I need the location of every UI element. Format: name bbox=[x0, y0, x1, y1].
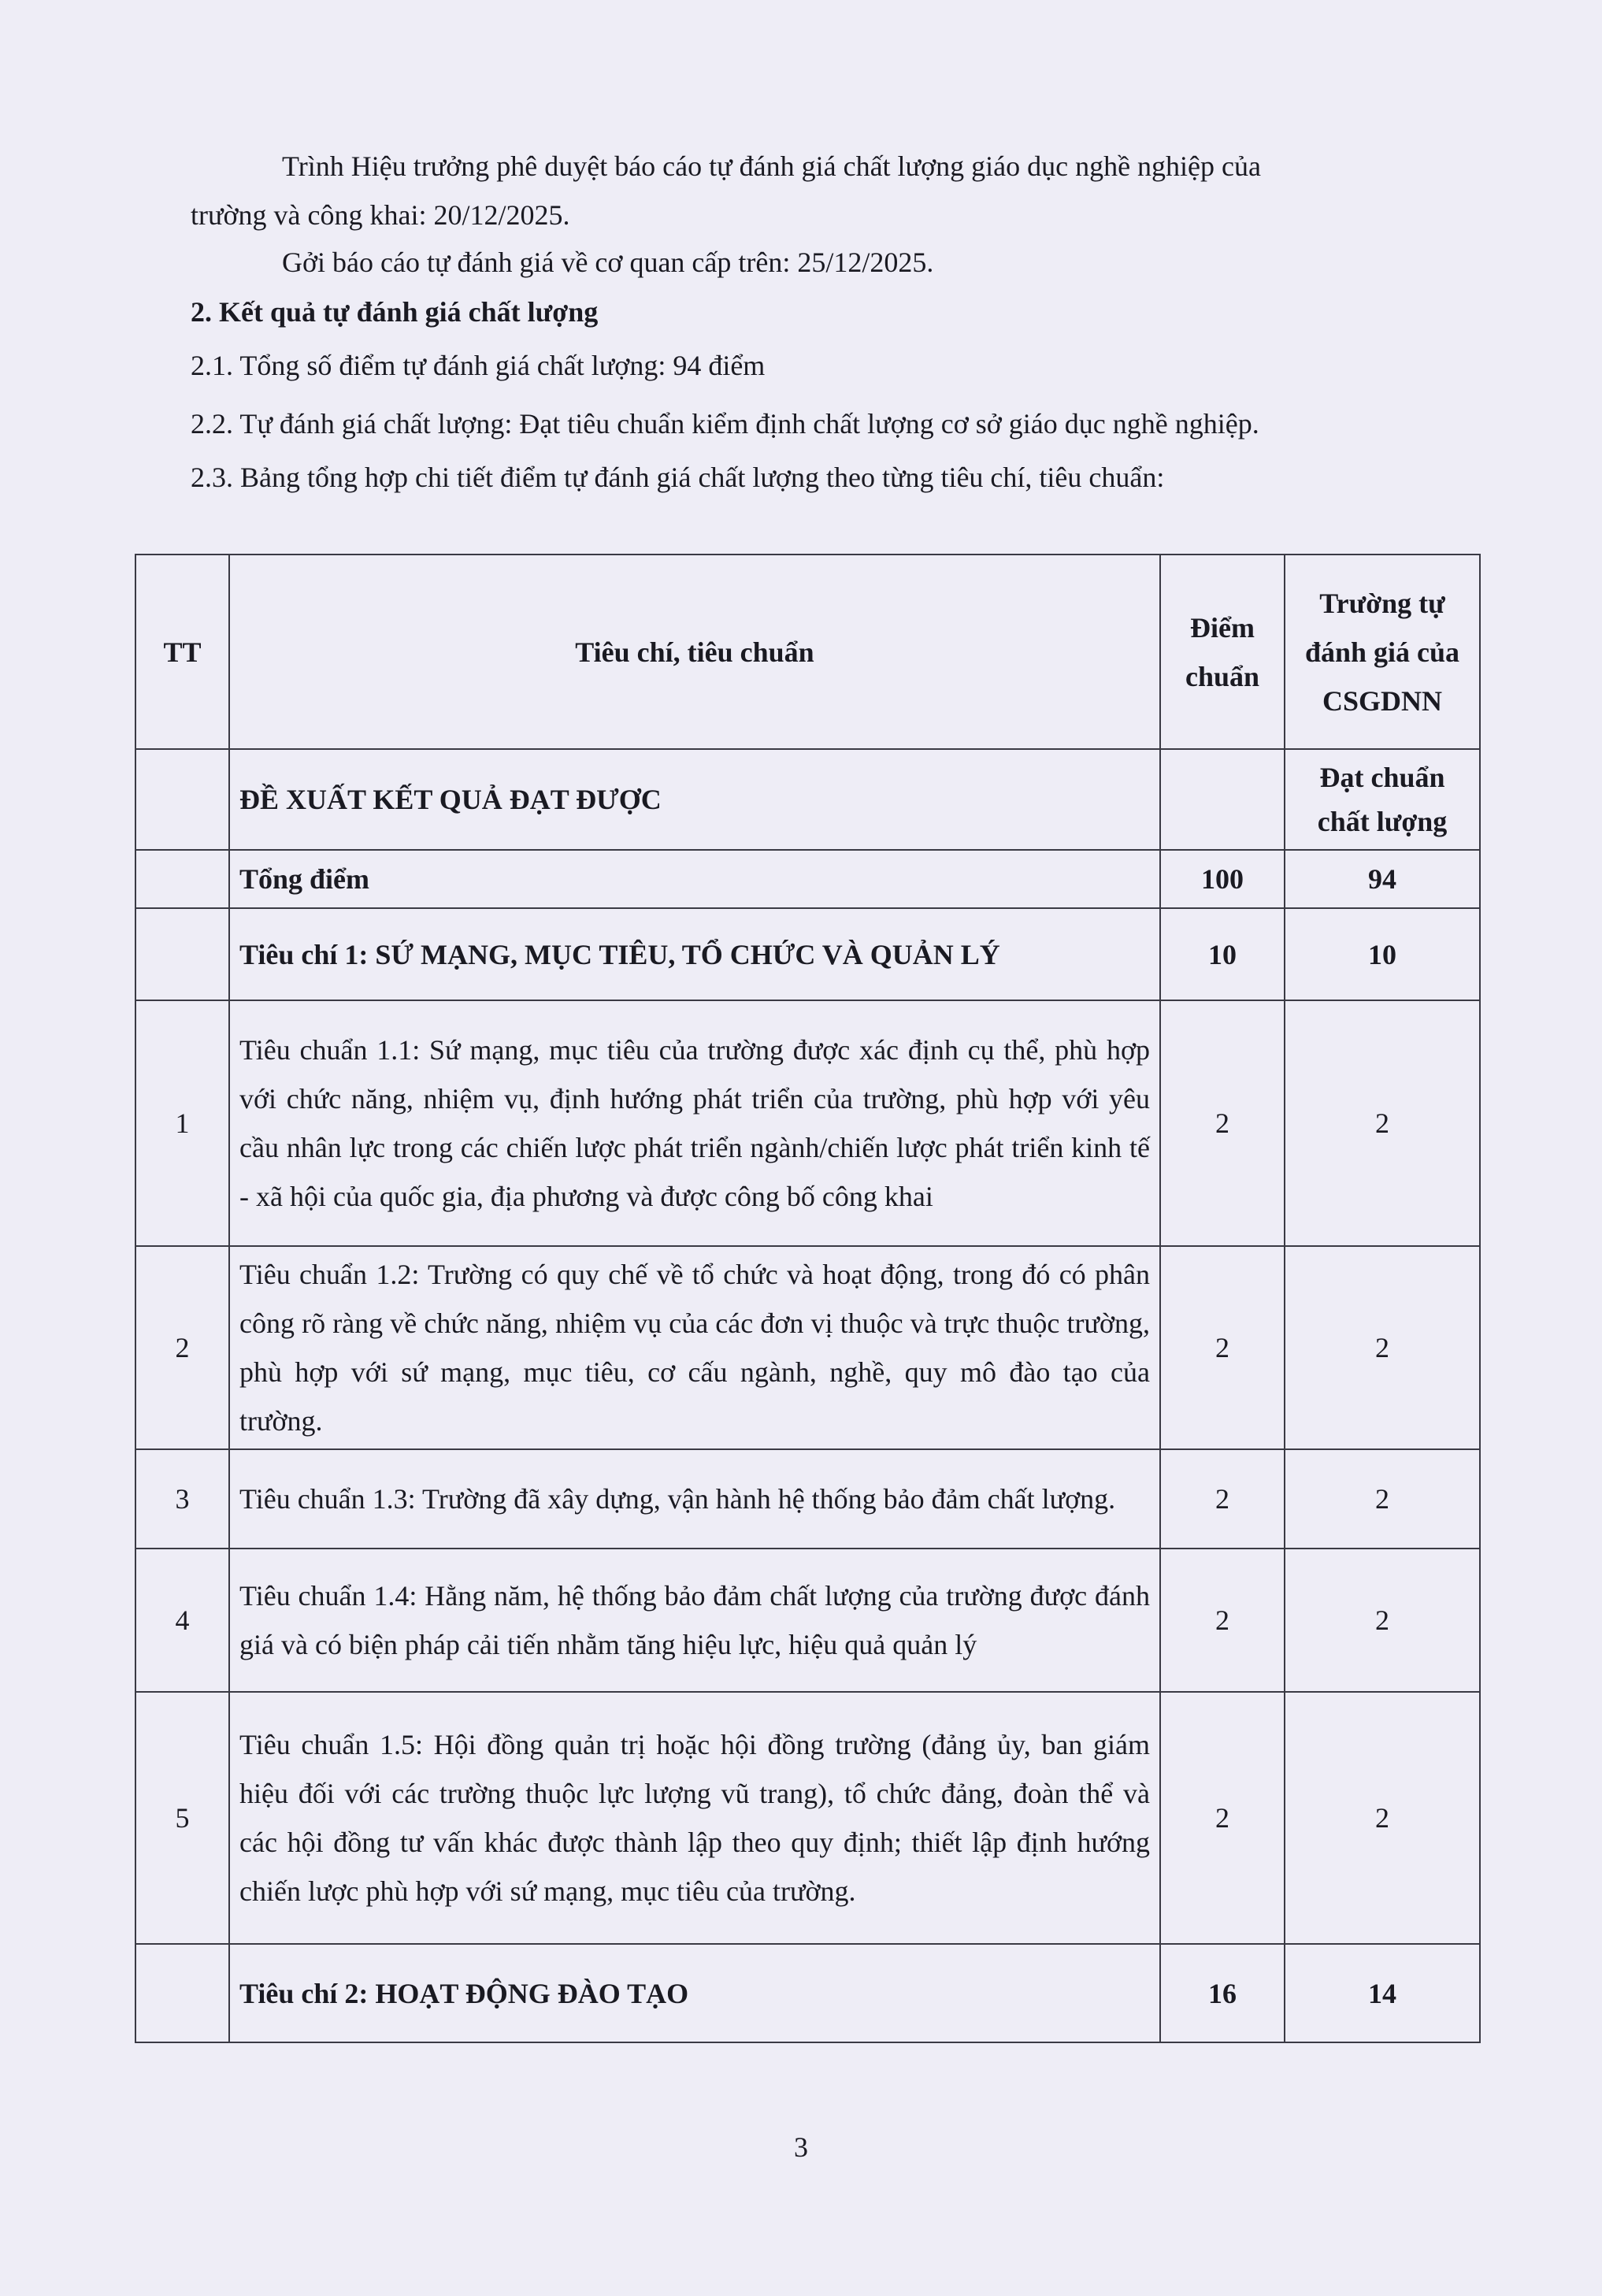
criterion-1-label: Tiêu chí 1: SỨ MẠNG, MỤC TIÊU, TỔ CHỨC VÀ QUẢN LÝ bbox=[229, 908, 1160, 1000]
row-text: Tiêu chuẩn 1.1: Sứ mạng, mục tiêu của trường được xác định cụ thể, phù hợp với chức năng, nhiệm vụ, định hướng phát triển của trường, phù hợp với yêu cầu nhân lực trong các chiến lược phát triển ngành/chiến lược phát triển kinh tế - xã hội của quốc gia, địa phương và được công bố công khai bbox=[229, 1000, 1160, 1246]
header-self-score: Trường tự đánh giá của CSGDNN bbox=[1285, 555, 1480, 749]
approval-paragraph-line1: Trình Hiệu trưởng phê duyệt báo cáo tự đánh giá chất lượng giáo dục nghề nghiệp của bbox=[282, 150, 1261, 182]
row-score: 2 bbox=[1285, 1449, 1480, 1549]
assessment-paragraph: 2.2. Tự đánh giá chất lượng: Đạt tiêu chuẩn kiểm định chất lượng cơ sở giáo dục nghề nghiệp. bbox=[191, 408, 1259, 440]
criterion-2-max: 16 bbox=[1160, 1944, 1285, 2042]
table-row bbox=[135, 1449, 1480, 1549]
row-score: 2 bbox=[1285, 1246, 1480, 1449]
total-label: Tổng điểm bbox=[229, 850, 1160, 908]
criterion-2-row bbox=[135, 1944, 1480, 2042]
header-criteria: Tiêu chí, tiêu chuẩn bbox=[229, 555, 1160, 749]
row-max: 2 bbox=[1160, 1246, 1285, 1449]
row-max: 2 bbox=[1160, 1549, 1285, 1692]
total-max: 100 bbox=[1160, 850, 1285, 908]
row-score: 2 bbox=[1285, 1000, 1480, 1246]
row-text: Tiêu chuẩn 1.2: Trường có quy chế về tổ chức và hoạt động, trong đó có phân công rõ ràng về chức năng, nhiệm vụ của các đơn vị thuộc và trực thuộc trường, phù hợp với sứ mạng, mục tiêu, cơ cấu ngành, nghề, quy mô đào tạo của trường. bbox=[229, 1246, 1160, 1449]
row-max: 2 bbox=[1160, 1692, 1285, 1944]
section-heading: 2. Kết quả tự đánh giá chất lượng bbox=[191, 296, 599, 328]
row-text: Tiêu chuẩn 1.5: Hội đồng quản trị hoặc hội đồng trường (đảng ủy, ban giám hiệu đối với các trường thuộc lực lượng vũ trang), tổ chức đảng, đoàn thể và các hội đồng tư vấn khác được thành lập theo quy định; thiết lập định hướng chiến lược phù hợp với sứ mạng, mục tiêu của trường. bbox=[229, 1692, 1160, 1944]
row-tt: 2 bbox=[135, 1246, 229, 1449]
criterion-1-row bbox=[135, 908, 1480, 1000]
assessment-table bbox=[135, 554, 1481, 2043]
total-row bbox=[135, 850, 1480, 908]
table-row bbox=[135, 1692, 1480, 1944]
row-tt: 1 bbox=[135, 1000, 229, 1246]
row-text: Tiêu chuẩn 1.3: Trường đã xây dựng, vận hành hệ thống bảo đảm chất lượng. bbox=[229, 1449, 1160, 1549]
row-text: Tiêu chuẩn 1.4: Hằng năm, hệ thống bảo đảm chất lượng của trường được đánh giá và có biện pháp cải tiến nhằm tăng hiệu lực, hiệu quả quản lý bbox=[229, 1549, 1160, 1692]
send-paragraph: Gởi báo cáo tự đánh giá về cơ quan cấp trên: 25/12/2025. bbox=[282, 247, 934, 278]
header-max-score: Điểm chuẩn bbox=[1160, 555, 1285, 749]
table-row bbox=[135, 1246, 1480, 1449]
criterion-1-score: 10 bbox=[1285, 908, 1480, 1000]
approval-paragraph-line2: trường và công khai: 20/12/2025. bbox=[191, 199, 570, 231]
header-tt: TT bbox=[135, 555, 229, 749]
row-tt: 5 bbox=[135, 1692, 229, 1944]
total-score-paragraph: 2.1. Tổng số điểm tự đánh giá chất lượng: 94 điểm bbox=[191, 350, 766, 381]
proposal-result: Đạt chuẩn chất lượng bbox=[1285, 749, 1480, 850]
row-tt: 3 bbox=[135, 1449, 229, 1549]
proposal-row bbox=[135, 749, 1480, 850]
total-score: 94 bbox=[1285, 850, 1480, 908]
row-score: 2 bbox=[1285, 1692, 1480, 1944]
proposal-label: ĐỀ XUẤT KẾT QUẢ ĐẠT ĐƯỢC bbox=[229, 749, 1160, 850]
row-max: 2 bbox=[1160, 1000, 1285, 1246]
table-row bbox=[135, 1549, 1480, 1692]
table-row bbox=[135, 1000, 1480, 1246]
row-max: 2 bbox=[1160, 1449, 1285, 1549]
table-intro-paragraph: 2.3. Bảng tổng hợp chi tiết điểm tự đánh giá chất lượng theo từng tiêu chí, tiêu chuẩn: bbox=[191, 462, 1165, 493]
criterion-2-label: Tiêu chí 2: HOẠT ĐỘNG ĐÀO TẠO bbox=[229, 1944, 1160, 2042]
criterion-2-score: 14 bbox=[1285, 1944, 1480, 2042]
row-score: 2 bbox=[1285, 1549, 1480, 1692]
table-header-row bbox=[135, 555, 1480, 749]
page-number: 3 bbox=[794, 2131, 808, 2163]
criterion-1-max: 10 bbox=[1160, 908, 1285, 1000]
row-tt: 4 bbox=[135, 1549, 229, 1692]
